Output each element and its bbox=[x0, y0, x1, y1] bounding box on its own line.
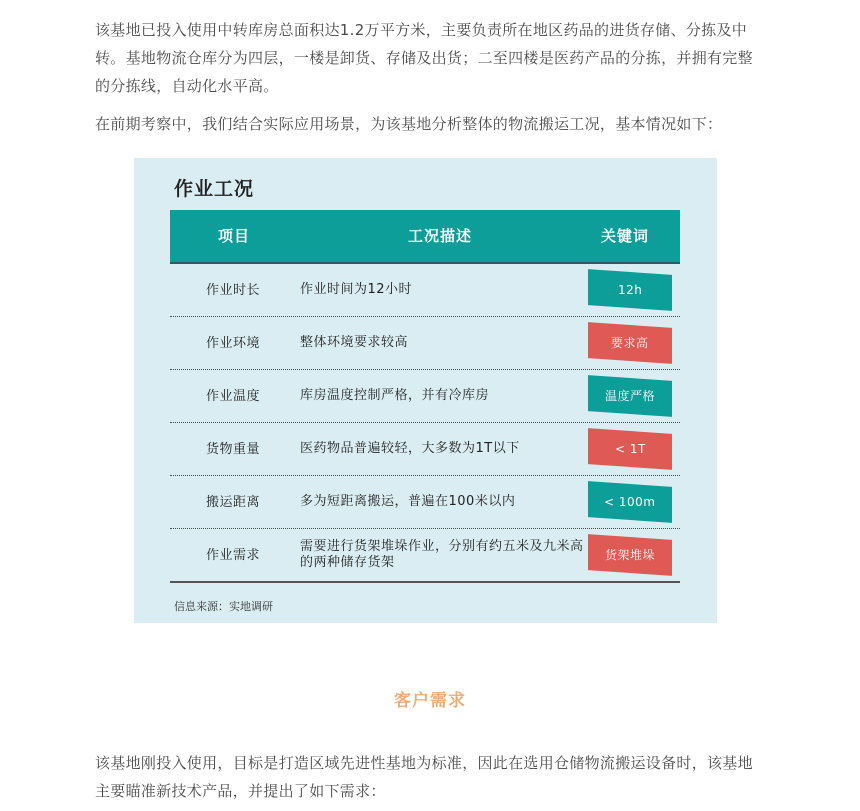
keyword-tag-label: < 100m bbox=[604, 495, 656, 509]
row-description: 库房温度控制严格，并有冷库房 bbox=[300, 388, 490, 403]
keyword-tag bbox=[588, 269, 672, 311]
keyword-tag bbox=[588, 481, 672, 523]
table-header bbox=[170, 210, 680, 264]
row-description: 需要进行货架堆垛作业，分别有约五米及九米高的两种储存货架 bbox=[300, 539, 584, 570]
intro-paragraph-1: 该基地已投入使用中转库房总面积达1.2万平方米，主要负责所在地区药品的进货存储、分拣及中转。基地物流仓库分为四层，一楼是卸货、存储及出货；二至四楼是医药产品的分拣，并拥有完整的分拣线，自动化水平高。 bbox=[95, 21, 753, 95]
header-keyword: 关键词 bbox=[601, 227, 650, 245]
outro-paragraph: 该基地刚投入使用，目标是打造区域先进性基地为标准，因此在选用仓储物流搬运设备时，该基地主要瞄准新技术产品，并提出了如下需求： bbox=[95, 754, 753, 800]
keyword-tag-label: 12h bbox=[617, 283, 643, 297]
table-row bbox=[170, 264, 680, 317]
section-title-customer-needs: 客户需求 bbox=[394, 691, 466, 711]
row-item: 作业需求 bbox=[206, 548, 261, 563]
keyword-tag bbox=[588, 322, 672, 364]
table-row bbox=[170, 370, 680, 423]
card-title: 作业工况 bbox=[174, 178, 255, 200]
table-row bbox=[170, 476, 680, 529]
row-item: 作业环境 bbox=[206, 336, 261, 351]
table-row bbox=[170, 423, 680, 476]
row-item: 搬运距离 bbox=[206, 495, 261, 510]
info-source: 信息来源：实地调研 bbox=[174, 600, 273, 613]
table-row bbox=[170, 529, 680, 583]
intro-paragraph-2: 在前期考察中，我们结合实际应用场景，为该基地分析整体的物流搬运工况，基本情况如下： bbox=[95, 115, 723, 133]
keyword-tag-label: 温度严格 bbox=[604, 388, 655, 403]
table-body bbox=[170, 264, 680, 583]
keyword-tag-label: < 1T bbox=[614, 442, 646, 456]
row-description: 多为短距离搬运，普遍在100米以内 bbox=[300, 494, 516, 509]
keyword-tag-label: 货架堆垛 bbox=[604, 547, 655, 562]
row-item: 作业温度 bbox=[206, 389, 261, 404]
row-item: 作业时长 bbox=[206, 283, 261, 298]
table-row bbox=[170, 317, 680, 370]
keyword-tag bbox=[588, 428, 672, 470]
keyword-tag bbox=[588, 375, 672, 417]
keyword-tag bbox=[588, 534, 672, 576]
keyword-tag-label: 要求高 bbox=[611, 335, 649, 350]
row-item: 货物重量 bbox=[206, 442, 261, 457]
working-conditions-card bbox=[134, 158, 717, 623]
row-description: 整体环境要求较高 bbox=[300, 335, 409, 350]
header-item: 项目 bbox=[218, 227, 251, 245]
row-description: 作业时间为12小时 bbox=[300, 282, 413, 297]
header-description: 工况描述 bbox=[408, 227, 473, 245]
conditions-table bbox=[170, 210, 680, 583]
row-description: 医药物品普遍较轻，大多数为1T以下 bbox=[300, 441, 520, 456]
